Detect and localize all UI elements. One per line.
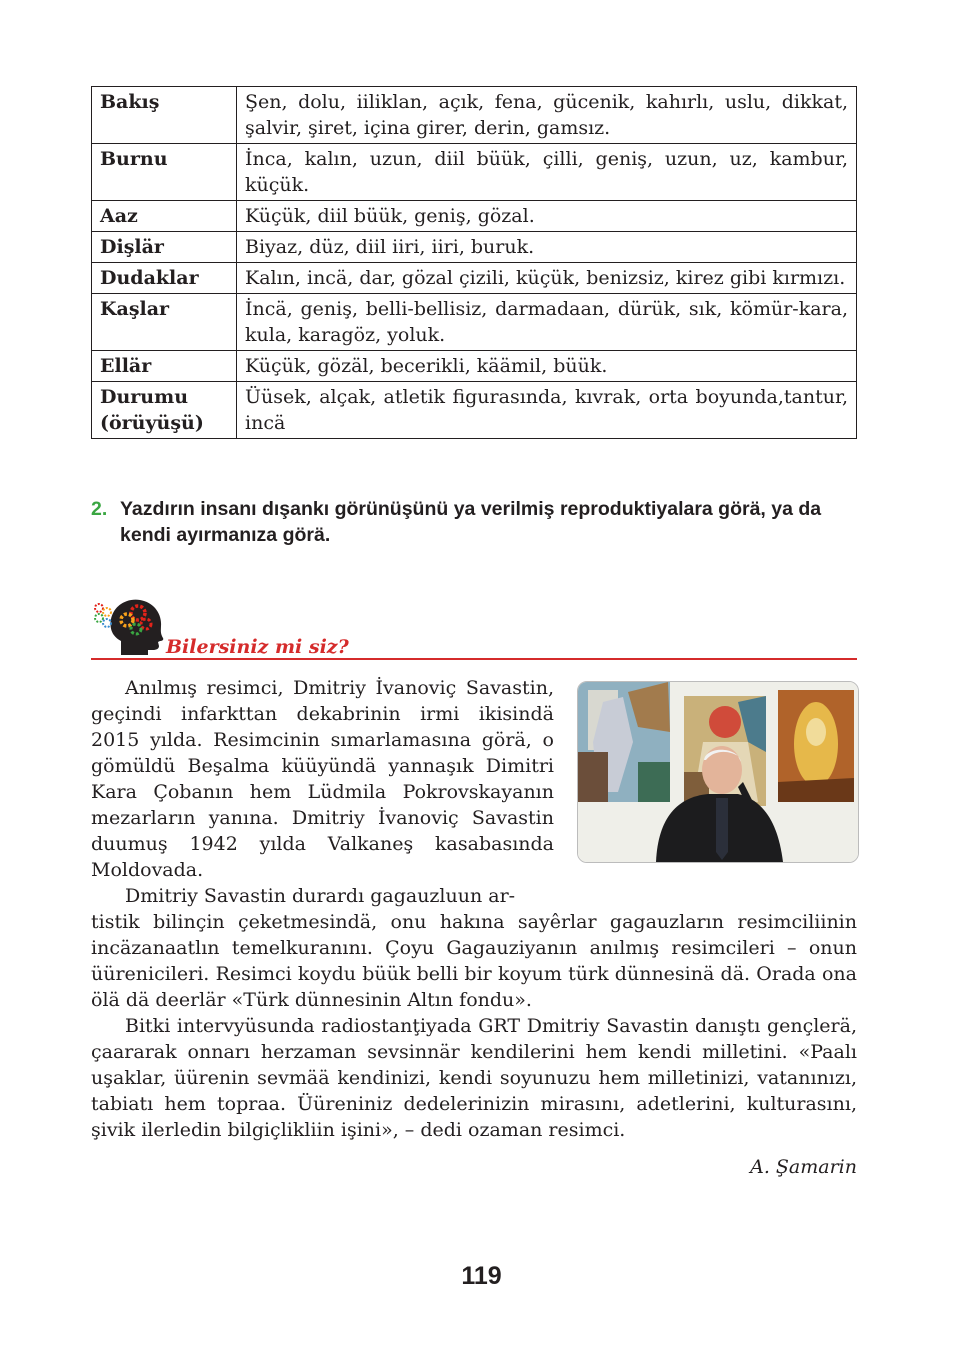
painter-at-exhibition-photo <box>577 681 859 863</box>
table-row <box>92 201 857 232</box>
photo-illustration <box>578 682 858 862</box>
row-term: Kaşlar <box>92 294 237 351</box>
task-2 <box>91 496 861 548</box>
article-paragraph-1: Anılmış resimci, Dmitriy İvanoviç Savastin, geçindi infarkttan dekabrinin irmi ikisindä 2015 yılda. Resimcinin sımarlamasına görä, o gömüldü Beşalma küüyündä yannaşık Dimitri Kara Çobanın hem Lüdmila Pokrovskayanın mezarların yanına. Dmitriy İvanoviç Savastin duumuş 1942 yılda Valkaneş kasabasında Moldovada. <box>91 677 554 881</box>
row-term: Bakış <box>92 87 237 144</box>
row-description: Küçük, diil büük, geniş, gözal. <box>237 201 857 232</box>
row-term: Burnu <box>92 144 237 201</box>
table-row <box>92 232 857 263</box>
row-term: Ellär <box>92 351 237 382</box>
page-number: 119 <box>461 1262 502 1290</box>
table-row <box>92 294 857 351</box>
appearance-vocabulary-table <box>91 86 857 439</box>
row-term: Dişlär <box>92 232 237 263</box>
task-text: Yazdırın insanı dışankı görünüşünü ya verilmiş reproduktiyalara görä, ya da kendi ayırmanıza görä. <box>120 498 822 546</box>
row-description: İnca, kalın, uzun, diil büük, çilli, geniş, uzun, uz, kambur, küçük. <box>237 144 857 201</box>
row-description: İncä, geniş, belli-bellisiz, darmadaan, dürük, sık, kömür-kara, kula, karagöz, yoluk. <box>237 294 857 351</box>
row-term: Dudaklar <box>92 263 237 294</box>
task-number: 2. <box>91 498 108 520</box>
table-row <box>92 87 857 144</box>
row-description: Biyaz, düz, diil iiri, iiri, buruk. <box>237 232 857 263</box>
table-row <box>92 382 857 439</box>
head-gears-icon <box>91 593 167 659</box>
row-description: Şen, dolu, iiliklan, açık, fena, gücenik, kahırlı, uslu, dikkat, şalvir, şiret, içina girer, derin, gamsız. <box>237 87 857 144</box>
article-paragraph-3: Bitki intervyüsunda radiostanţiyada GRT Dmitriy Savastin danıştı gençlerä, çaararak onnarı herzaman sevsinnär kendilerini hem kendi milletini. «Paalı uşaklar, üürenin sevmää kendinizi, kendi soyunuzu hem milletinizi, vatanınızı, tabiatı hem topraa. Üüreniniz dedelerinizin mirasını, adetlerini, kulturasını, şivik ilerledin bilgiçlikliin işini», – dedi ozaman resimci. <box>91 1015 857 1141</box>
article-paragraph-2-continued: tistik bilinçin çeketmesindä, onu hakına sayêrlar gagauzların resimciliinin incäzanaatlın temelkuranını. Çoyu Gagauziyanın anılmış resimcileri – onun üürenicileri. Resimci koydu büük belli bir koyum türk dünnesinä dä. Orada ona ölä dä deerlär «Türk dünnesinin Altın fondu». <box>91 911 857 1011</box>
row-description: Üüsek, alçak, atletik figurasında, kıvrak, orta boyunda,tantur, incä <box>237 382 857 439</box>
row-description: Kalın, incä, dar, gözal çizili, küçük, benizsiz, kirez gibi kırmızı. <box>237 263 857 294</box>
row-description: Küçük, gözäl, becerikli, käämil, büük. <box>237 351 857 382</box>
row-term: Aaz <box>92 201 237 232</box>
did-you-know-title: Bilersiniz mi siz? <box>166 636 349 658</box>
table-row <box>92 351 857 382</box>
row-term: Durumu (örüyüşü) <box>92 382 237 439</box>
table-row <box>92 144 857 201</box>
table-row <box>92 263 857 294</box>
section-divider <box>91 658 857 660</box>
article-paragraph-2-start: Dmitriy Savastin durardı gagauzluun ar- <box>125 885 516 907</box>
article-author: A. Şamarin <box>750 1156 857 1178</box>
